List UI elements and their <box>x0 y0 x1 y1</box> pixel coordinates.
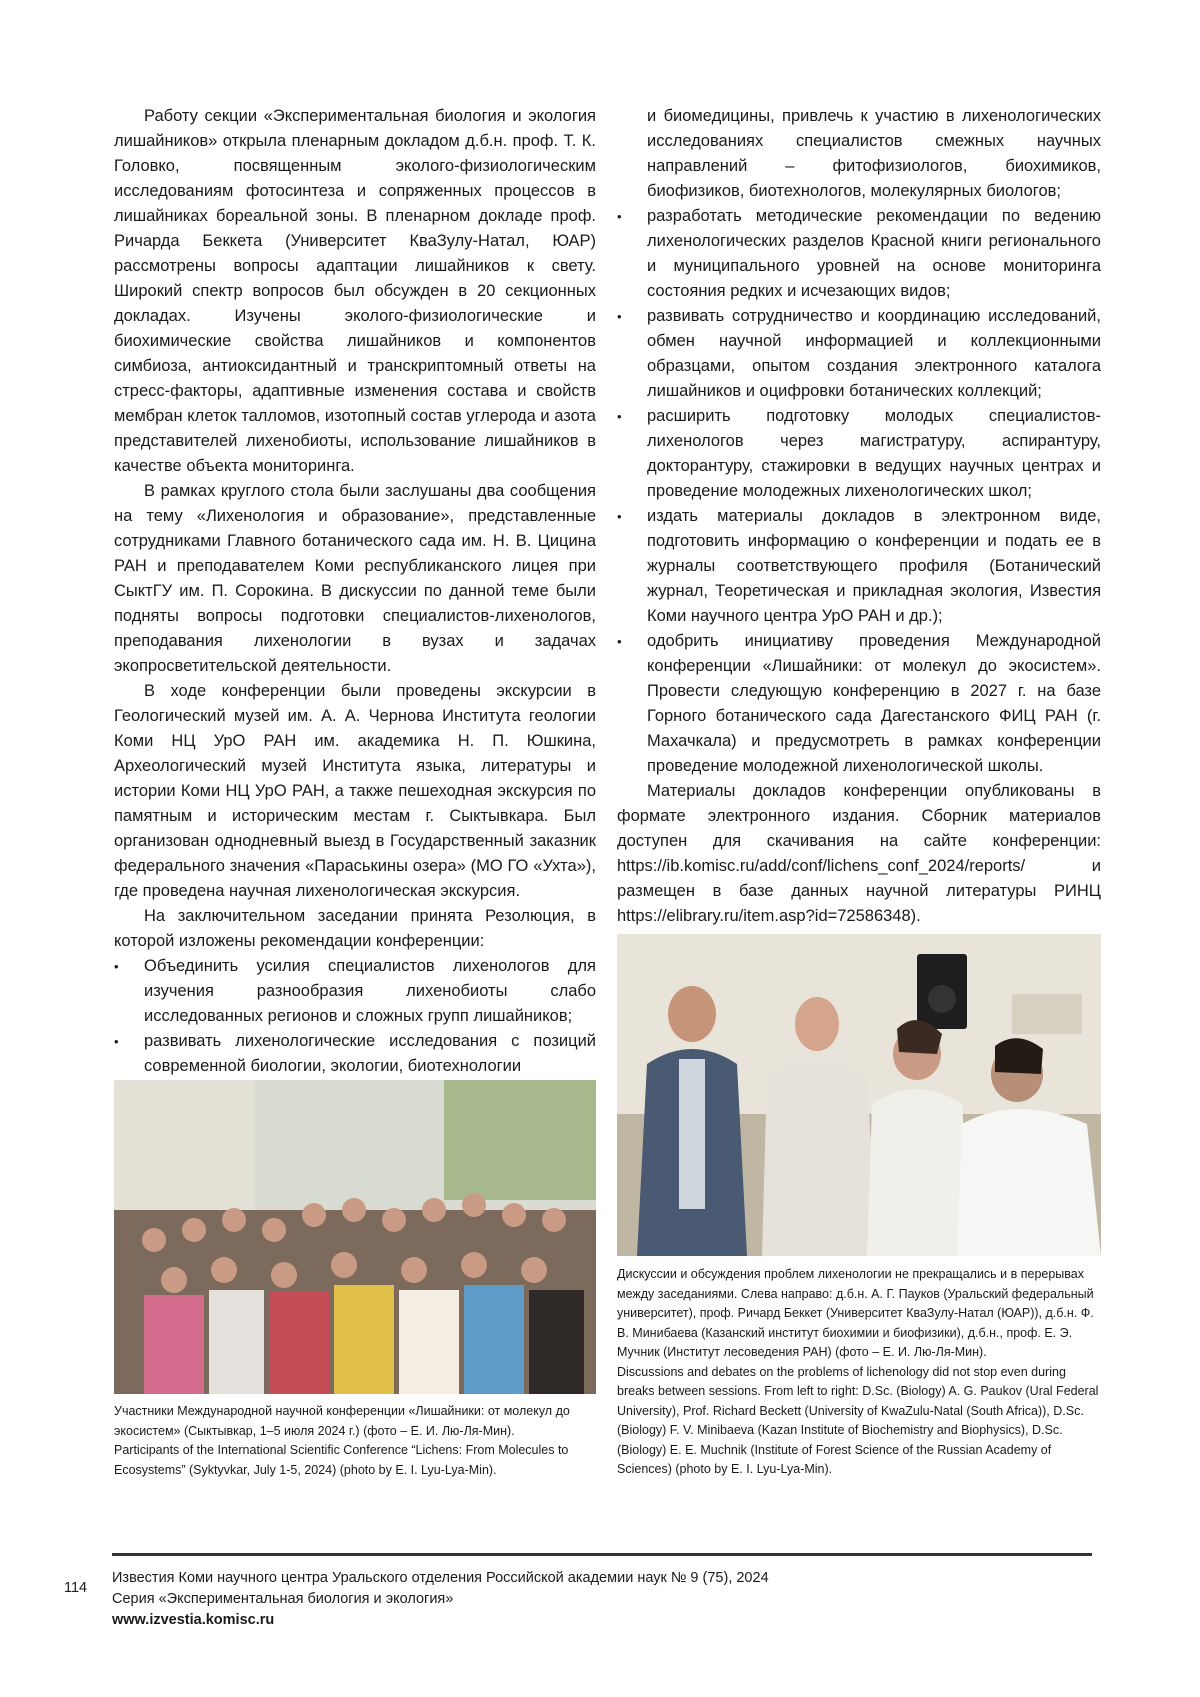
group-photo-illustration <box>114 1080 596 1394</box>
caption-russian: Участники Международной научной конференции «Лишайники: от молекул до экосистем» (Сыктывкар, 1–5 июля 2024 г.) (фото – Е. И. Лю-Ля-Мин). <box>114 1404 570 1438</box>
list-continuation: и биомедицины, привлечь к участию в лихенологических исследованиях специалистов смежных научных направлений – фитофизиологов, биохимиков, биофизиков, биотехнологов, молекулярных биологов; <box>647 107 1101 200</box>
list-item: • расширить подготовку молодых специалистов-лихенологов через магистратуру, аспирантуру, докторантуру, стажировки в ведущих научных центрах и проведение молодежных лихенологических школ; <box>617 404 1101 504</box>
paragraph-section-opening: Работу секции «Экспериментальная биология и экология лишайников» открыла пленарным докладом д.б.н. проф. Т. К. Головко, посвященным эколого-физиологическим исследованиям фотосинтеза и сопряженных процессов в лишайниках бореальной зоны. В пленарном докладе проф. Ричарда Беккета (Университет КваЗулу-Натал, ЮАР) рассмотрены вопросы адаптации лишайников к свету. Широкий спектр вопросов был обсужден в 20 секционных докладах. Изучены эколого-физиологические и биохимические свойства лишайников и компонентов симбиоза, антиоксидантный и транскриптомный ответы на стресс-факторы, адаптивные изменения состава и свойств мембран клеток талломов, изотопный состав углерода и азота представителей лихенобиоты, использование лишайников в качестве объекта мониторинга. <box>114 107 596 475</box>
list-item: • издать материалы докладов в электронном виде, подготовить информацию о конференции и подать ее в журналы соответствующего профиля (Ботанический журнал, Теоретическая и прикладная экология, Известия Коми научного центра УрО РАН и др.); <box>617 504 1101 629</box>
footer-divider <box>112 1553 1092 1556</box>
journal-title: Известия Коми научного центра Уральского отделения Российской академии наук № 9 (75), 2024 <box>112 1570 769 1586</box>
journal-footer <box>112 1568 769 1631</box>
discussion-photo-illustration <box>617 934 1101 1256</box>
paragraph-resolution-intro: На заключительном заседании принята Резолюция, в которой изложены рекомендации конференции: <box>114 907 596 950</box>
paragraph-excursions: В ходе конференции были проведены экскурсии в Геологический музей им. А. А. Чернова Института геологии Коми НЦ УрО РАН им. академика Н. П. Юшкина, Археологический музей Института языка, литературы и истории Коми НЦ УрО РАН, а также пешеходная экскурсия по памятным и историческим местам г. Сыктывкара. Был организован однодневный выезд в Государственный заказник федерального значения «Параськины озера» (МО ГО «Ухта»), где проведена научная лихенологическая экскурсия. <box>114 682 596 900</box>
resolution-list-left <box>114 954 596 1079</box>
page-number: 114 <box>64 1580 88 1596</box>
left-column <box>114 104 596 1079</box>
paragraph-round-table: В рамках круглого стола были заслушаны два сообщения на тему «Лихенология и образование», представленные сотрудниками Главного ботанического сада им. Н. В. Цицина РАН и преподавателем Коми республиканского лицея при СыктГУ им. П. Сорокина. В дискуссии по данной теме были подняты вопросы подготовки специалистов-лихенологов, преподавания лихенологии в вузах и задачах экопросветительской деятельности. <box>114 482 596 675</box>
list-item: • одобрить инициативу проведения Международной конференции «Лишайники: от молекул до экосистем». Провести следующую конференцию в 2027 г. на базе Горного ботанического сада Дагестанского ФИЦ РАН (г. Махачкала) и предусмотреть в рамках конференции проведение молодежной лихенологической школы. <box>617 629 1101 779</box>
caption-english: Participants of the International Scientific Conference “Lichens: From Molecules to Ecosystems” (Syktyvkar, July 1-5, 2024) (photo by E. I. Lyu-Lya-Min). <box>114 1443 569 1477</box>
paragraph-materials: Материалы докладов конференции опубликованы в формате электронного издания. Сборник материалов доступен для скачивания на сайте конференции: https://ib.komisc.ru/add/conf/lichens_conf_2024/reports/ и размещен в базе данных научной литературы РИНЦ https://elibrary.ru/item.asp?id=72586348). <box>617 782 1101 925</box>
discussion-photo-caption <box>617 1265 1101 1480</box>
group-photo <box>114 1080 596 1394</box>
list-item: • разработать методические рекомендации по ведению лихенологических разделов Красной книги регионального и муниципального уровней на основе мониторинга состояния редких и исчезающих видов; <box>617 204 1101 304</box>
list-item: • Объединить усилия специалистов лихенологов для изучения разнообразия лихенобиоты слабо исследованных регионов и сложных групп лишайников; <box>114 954 596 1029</box>
discussion-photo <box>617 934 1101 1256</box>
right-column <box>617 104 1101 929</box>
journal-url[interactable]: www.izvestia.komisc.ru <box>112 1612 275 1628</box>
resolution-list-right <box>617 204 1101 779</box>
group-photo-caption <box>114 1402 596 1480</box>
caption-english: Discussions and debates on the problems of lichenology did not stop even during breaks between sessions. From left to right: D.Sc. (Biology) A. G. Paukov (Ural Federal University), Prof. Richard Beckett (University of KwaZulu-Natal (South Africa)), D.Sc. (Biology) F. V. Minibaeva (Kazan Institute of Biochemistry and Biophysics), D.Sc. (Biology) E. E. Muchnik (Institute of Forest Science of the Russian Academy of Sciences) (photo by E. I. Lyu-Lya-Min). <box>617 1364 1099 1476</box>
caption-russian: Дискуссии и обсуждения проблем лихенологии не прекращались и в перерывах между заседаниями. Слева направо: д.б.н. А. Г. Пауков (Уральский федеральный университет), проф. Ричард Беккет (Университет КваЗулу-Натал (ЮАР)), д.б.н. Ф. В. Минибаева (Казанский институт биохимии и биофизики), д.б.н., проф. Е. Э. Мучник (Институт лесоведения РАН) (фото – Е. И. Лю-Ля-Мин). <box>617 1267 1094 1359</box>
list-item: • развивать сотрудничество и координацию исследований, обмен научной информацией и коллекционными образцами, опытом создания электронного каталога лишайников и оцифровки ботанических коллекций; <box>617 304 1101 404</box>
list-item: • развивать лихенологические исследования с позиций современной биологии, экологии, биотехнологии <box>114 1029 596 1079</box>
journal-series: Серия «Экспериментальная биология и экология» <box>112 1591 454 1607</box>
